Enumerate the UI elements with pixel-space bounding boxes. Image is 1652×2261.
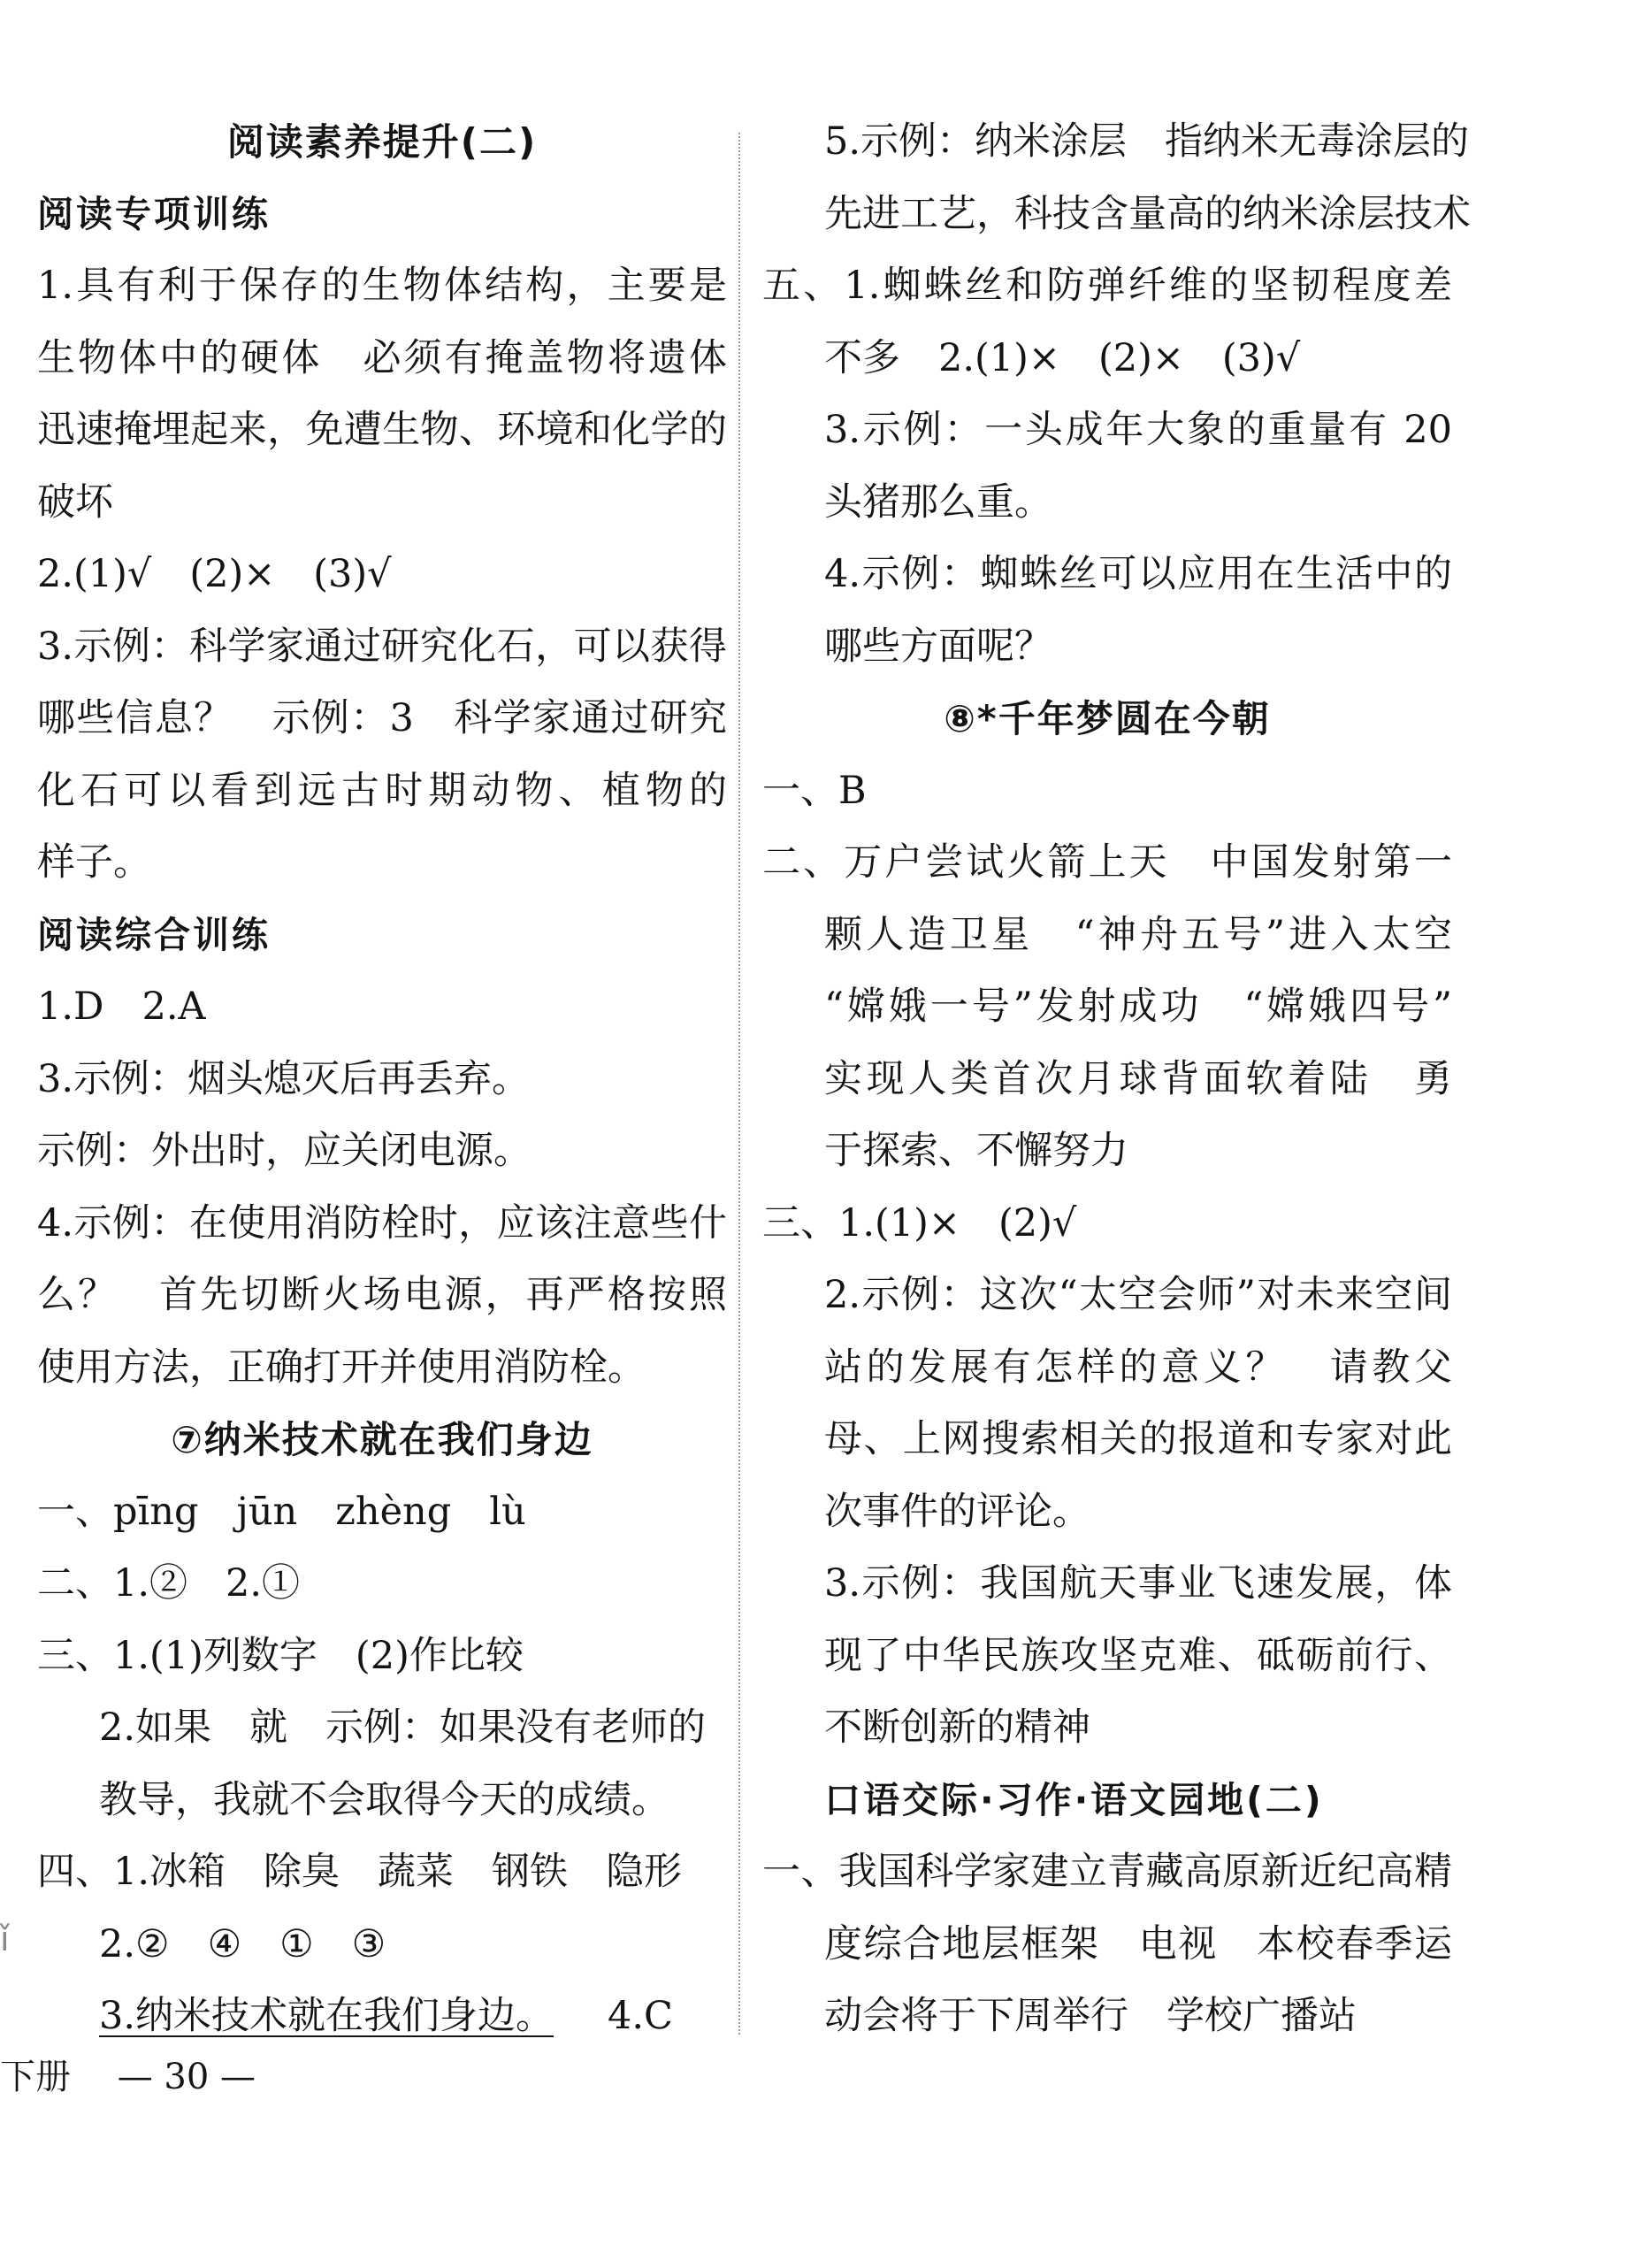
answer-line: 不断创新的精神 [824,1705,1090,1750]
answer-line: 么？ 首先切断火场电源，再严格按照 [37,1273,727,1317]
answer-line: 不多 2.(1)× (2)× (3)√ [824,335,1301,380]
answer-line: 3.示例：科学家通过研究化石，可以获得 [37,624,727,669]
underlined-answer: 3.纳米技术就在我们身边。 [99,1994,554,2038]
answer-line: 3.示例：我国航天事业飞速发展，体 [824,1561,1452,1606]
answer-line: 次事件的评论。 [824,1489,1090,1534]
answer-line: 样子。 [37,840,151,885]
answer-line: 化石可以看到远古时期动物、植物的 [37,768,727,813]
answer-line: 哪些方面呢？ [824,624,1052,669]
answer-line: 头猪那么重。 [824,479,1052,525]
answer-line: 4.示例：在使用消防栓时，应该注意些什 [37,1200,727,1245]
answer-line: 2.示例：这次“太空会师”对未来空间 [824,1273,1452,1317]
answer-line: 2.(1)√ (2)× (3)√ [37,552,392,596]
answer-line: 1.具有利于保存的生物体结构，主要是 [37,264,727,308]
answer-line: 2.如果 就 示例：如果没有老师的 [99,1705,707,1750]
answer-line: 颗人造卫星 “神舟五号”进入太空 [824,912,1452,957]
margin-mark: ǐ [0,1920,10,1958]
answer-line: 教导，我就不会取得今天的成绩。 [99,1777,669,1822]
answer-line: 示例：外出时，应关闭电源。 [37,1129,532,1173]
answer-line: 3.示例：烟头熄灭后再丢弃。 [37,1056,531,1101]
subsection-reading-special: 阅读专项训练 [37,192,271,235]
answer-line: 二、1.② 2.① [37,1561,301,1606]
answer-line: 一、我国科学家建立青藏高原新近纪高精 [762,1850,1452,1894]
answer-line: 现了中华民族攻坚克难、砥砺前行、 [824,1633,1452,1678]
page-number: — 30 — [117,2057,256,2097]
answer-line [37,1981,727,2053]
answer-line: 二、万户尝试火箭上天 中国发射第一 [762,840,1452,885]
section-title-reading-literacy: 阅读素养提升(二) [226,120,538,164]
answer-line: 2.② ④ ① ③ [99,1921,386,1966]
answer-line: 3.示例：一头成年大象的重量有 20 [824,408,1452,452]
left-column [37,106,727,2053]
answer-line: 一、pīng jūn zhèng lù [37,1489,526,1534]
column-divider [738,133,740,2035]
answer-line: 先进工艺，科技含量高的纳米涂层技术 [824,191,1471,236]
answer-line: “嫦娥一号”发射成功 “嫦娥四号” [824,985,1452,1029]
section-title-oral-writing: 口语交际·习作·语文园地(二) [824,1778,1324,1821]
lesson-title-7: ⑦纳米技术就在我们身边 [171,1418,593,1461]
answer-line: 5.示例：纳米涂层 指纳米无毒涂层的 [824,119,1470,164]
answer-line: 实现人类首次月球背面软着陆 勇 [824,1056,1452,1101]
answer-line: 三、1.(1)列数字 (2)作比较 [37,1633,524,1678]
answer-line: 站的发展有怎样的意义？ 请教父 [824,1345,1452,1390]
answer-line: 一、B [762,768,867,813]
answer-line: 母、上网搜索相关的报道和专家对此 [824,1417,1452,1461]
answer-line: 于探索、不懈努力 [824,1129,1128,1173]
answer-item: 4.C [608,1994,673,2038]
lesson-title-8: ⑧*千年梦圆在今朝 [944,697,1271,740]
subsection-reading-comprehensive: 阅读综合训练 [37,913,271,956]
page-footer [0,2050,256,2104]
answer-line: 1.D 2.A [37,985,206,1029]
answer-line: 哪些信息？ 示例：3 科学家通过研究 [37,696,727,740]
volume-label: 下册 [0,2057,71,2097]
answer-line: 生物体中的硬体 必须有掩盖物将遗体 [37,335,727,380]
answer-line: 破坏 [37,479,113,525]
answer-line: 迅速掩埋起来，免遭生物、环境和化学的 [37,408,727,452]
answer-line: 五、1.蜘蛛丝和防弹纤维的坚韧程度差 [762,264,1452,308]
answer-line: 度综合地层框架 电视 本校春季运 [824,1921,1452,1966]
answer-line: 三、1.(1)× (2)√ [762,1200,1077,1245]
answer-line: 4.示例：蜘蛛丝可以应用在生活中的 [824,552,1452,596]
answer-line: 四、1.冰箱 除臭 蔬菜 钢铁 隐形 [37,1850,683,1894]
answer-line: 使用方法，正确打开并使用消防栓。 [37,1345,646,1390]
answer-line: 动会将于下周举行 学校广播站 [824,1994,1357,2038]
right-column [762,106,1471,2053]
